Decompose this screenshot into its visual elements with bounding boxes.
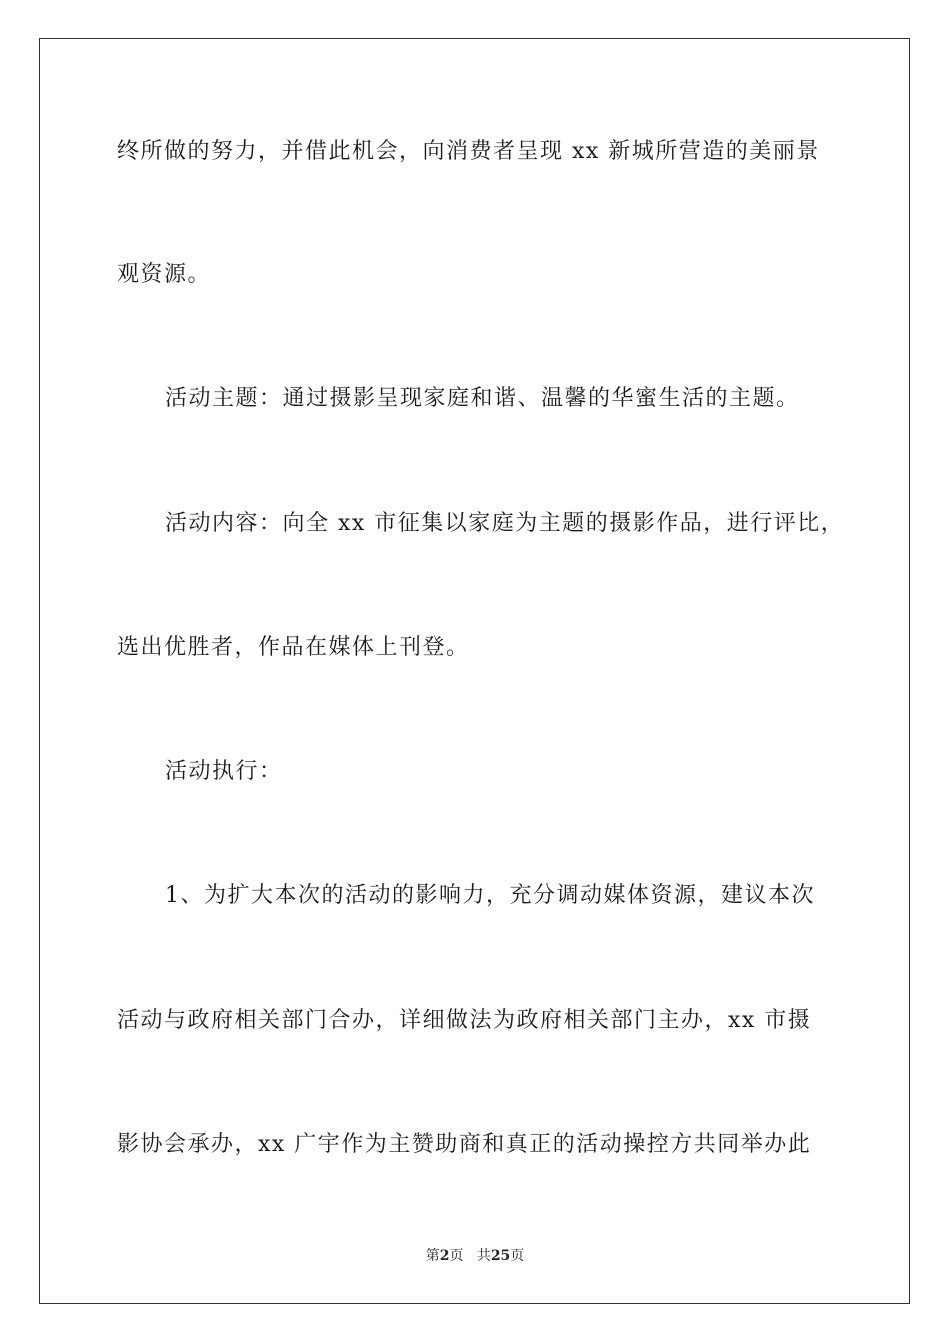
body-text-line: 活动主题：通过摄影呈现家庭和谐、温馨的华蜜生活的主题。 xyxy=(165,386,800,411)
body-text-line: 活动内容：向全 xx 市征集以家庭为主题的摄影作品，进行评比， xyxy=(165,511,845,536)
footer-page-suffix: 页 xyxy=(449,1248,464,1264)
footer-page-number: 2 xyxy=(439,1248,450,1264)
body-text-line: 观资源。 xyxy=(117,262,212,287)
footer-page-prefix: 第 xyxy=(425,1248,440,1264)
body-text-line: 选出优胜者，作品在媒体上刊登。 xyxy=(117,635,470,660)
footer-total-suffix: 页 xyxy=(510,1248,525,1264)
page-border xyxy=(39,38,910,1304)
body-text-line: 1、为扩大本次的活动的影响力，充分调动媒体资源，建议本次 xyxy=(165,883,815,908)
footer-total-pages: 25 xyxy=(490,1248,511,1264)
body-text-line: 影协会承办，xx 广宇作为主赞助商和真正的活动操控方共同举办此 xyxy=(117,1132,812,1157)
body-text-line: 活动与政府相关部门合办，详细做法为政府相关部门主办，xx 市摄 xyxy=(117,1008,812,1033)
body-text-line: 终所做的努力，并借此机会，向消费者呈现 xx 新城所营造的美丽景 xyxy=(117,139,820,164)
body-text-line: 活动执行： xyxy=(165,759,283,784)
page-footer xyxy=(0,1247,950,1265)
footer-total-prefix: 共 xyxy=(476,1248,491,1264)
